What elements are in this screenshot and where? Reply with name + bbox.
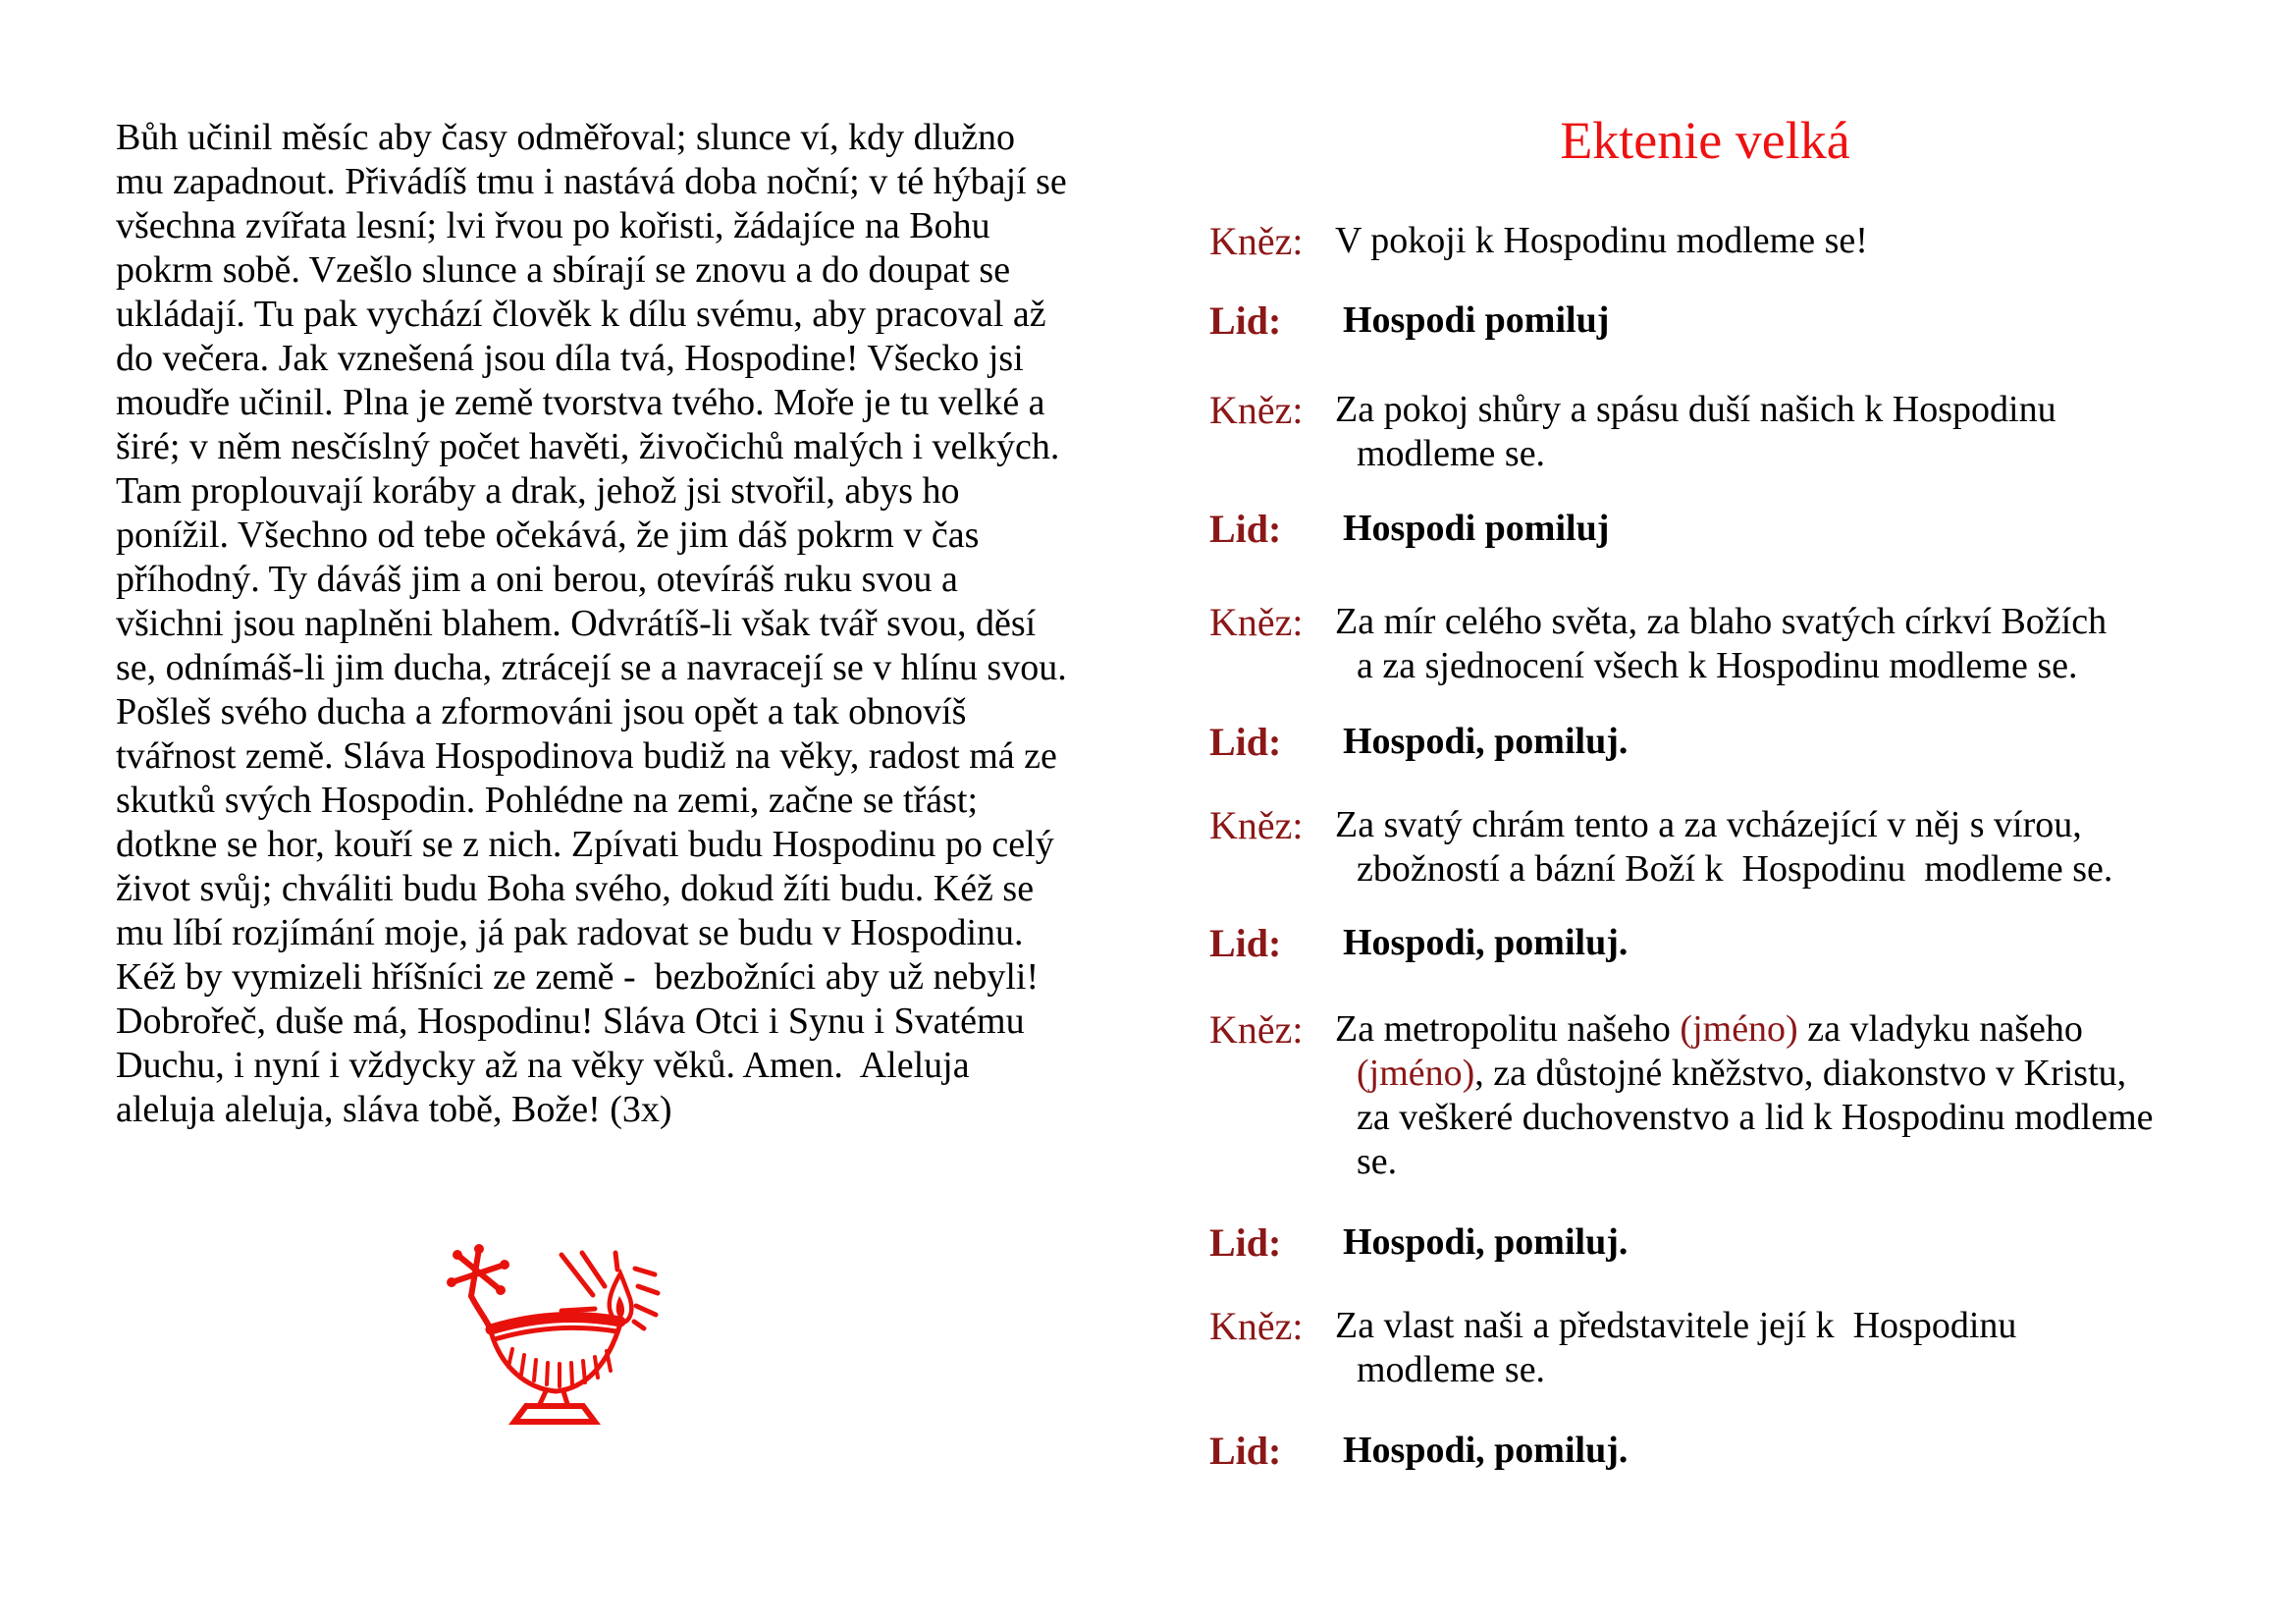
litany-line: Hospodi pomiluj <box>1343 508 1610 549</box>
litany-block-lines <box>1335 1007 2289 1184</box>
litany-line: modleme se. <box>1357 1349 1546 1390</box>
litany-block <box>1209 921 2289 965</box>
speaker-label: Lid: <box>1209 1220 1282 1265</box>
litany-block <box>1209 600 2289 688</box>
psalm-line: skutků svých Hospodin. Pohlédne na zemi, začne se třást; <box>116 780 979 821</box>
litany-block <box>1209 720 2289 764</box>
psalm-line: pokrm sobě. Vzešlo slunce a sbírají se znovu a do doupat se <box>116 249 1011 291</box>
psalm-line: Kéž by vymizeli hříšníci ze země - bezbožníci aby už nebyli! <box>116 956 1040 998</box>
litany-line: zbožností a bázní Boží k Hospodinu modleme se. <box>1357 848 2113 890</box>
litany-block <box>1209 1304 2289 1392</box>
litany-block-lines <box>1335 921 2289 965</box>
litany-block-lines <box>1335 219 2289 263</box>
speaker-label: Kněz: <box>1209 600 1304 644</box>
litany-block-lines <box>1335 298 2289 343</box>
litany-block-lines <box>1335 720 2289 764</box>
psalm-line: všichni jsou naplněni blahem. Odvrátíš-li však tvář svou, děsí <box>116 603 1037 644</box>
psalm-line: se, odnímáš-li jim ducha, ztrácejí se a navracejí se v hlínu svou. <box>116 647 1067 688</box>
psalm-line: všechna zvířata lesní; lvi řvou po kořisti, žádajíce na Bohu <box>116 205 990 246</box>
litany-line: a za sjednocení všech k Hospodinu modleme se. <box>1357 645 2078 686</box>
psalm-line: širé; v něm nesčíslný počet havěti, živočichů malých i velkých. <box>116 426 1060 467</box>
speaker-label: Kněz: <box>1209 388 1304 432</box>
speaker-label: Kněz: <box>1209 219 1304 263</box>
litany-line: za veškeré duchovenstvo a lid k Hospodinu modleme <box>1357 1097 2154 1138</box>
litany-block <box>1209 388 2289 476</box>
speaker-label: Lid: <box>1209 921 1282 965</box>
litany-line: Hospodi, pomiluj. <box>1343 1430 1629 1471</box>
litany-block <box>1209 803 2289 892</box>
litany-line: Za svatý chrám tento a za vcházející v něj s vírou, <box>1335 804 2082 845</box>
speaker-label: Lid: <box>1209 1429 1282 1473</box>
litany-block-lines <box>1335 600 2289 688</box>
psalm-line: moudře učinil. Plna je země tvorstva tvého. Moře je tu velké a <box>116 382 1045 423</box>
name-placeholder: (jméno) <box>1680 1008 1798 1050</box>
psalm-line: Dobrořeč, duše má, Hospodinu! Sláva Otci i Synu i Svatému <box>116 1001 1025 1042</box>
litany-line: (jméno), za důstojné kněžstvo, diakonstvo v Kristu, <box>1357 1053 2127 1094</box>
litany-line: Hospodi, pomiluj. <box>1343 1221 1629 1263</box>
litany-block <box>1209 298 2289 343</box>
litany-block-lines <box>1335 1220 2289 1265</box>
litany-line: Za pokoj shůry a spásu duší našich k Hospodinu <box>1335 389 2056 430</box>
psalm-line: mu líbí rozjímání moje, já pak radovat se budu v Hospodinu. <box>116 912 1024 953</box>
litany-block <box>1209 1007 2289 1184</box>
litany-line: se. <box>1357 1141 1398 1182</box>
psalm-line: ukládají. Tu pak vychází člověk k dílu svému, aby pracoval až <box>116 294 1046 335</box>
speaker-label: Lid: <box>1209 507 1282 551</box>
litany-block-lines <box>1335 1304 2289 1392</box>
psalm-line: dotkne se hor, kouří se z nich. Zpívati budu Hospodinu po celý <box>116 824 1054 865</box>
litany-block-lines <box>1335 507 2289 551</box>
psalm-line: tvářnost země. Sláva Hospodinova budiž na věky, radost má ze <box>116 735 1057 777</box>
psalm-line: do večera. Jak vznešená jsou díla tvá, Hospodine! Všecko jsi <box>116 338 1024 379</box>
speaker-label: Kněz: <box>1209 1007 1304 1052</box>
litany-block-lines <box>1335 388 2289 476</box>
litany-line: Hospodi, pomiluj. <box>1343 721 1629 762</box>
litany-block-lines <box>1335 1429 2289 1473</box>
psalm-line: Bůh učinil měsíc aby časy odměřoval; slunce ví, kdy dlužno <box>116 117 1016 158</box>
psalm-line: Duchu, i nyní i vždycky až na věky věků. Amen. Aleluja <box>116 1045 970 1086</box>
litany-line: Za metropolitu našeho (jméno) za vladyku našeho <box>1335 1008 2083 1050</box>
litany-block-lines <box>1335 803 2289 892</box>
litany-title: Ektenie velká <box>1560 111 1850 170</box>
litany-block <box>1209 1220 2289 1265</box>
psalm-line: Tam proplouvají koráby a drak, jehož jsi stvořil, abys ho <box>116 470 960 512</box>
litany-line: Hospodi pomiluj <box>1343 299 1610 341</box>
psalm-line: příhodný. Ty dáváš jim a oni berou, otevíráš ruku svou a <box>116 559 958 600</box>
litany-line: V pokoji k Hospodinu modleme se! <box>1335 220 1868 261</box>
psalm-line: život svůj; chváliti budu Boha svého, dokud žíti budu. Kéž se <box>116 868 1035 909</box>
psalm-line: aleluja aleluja, sláva tobě, Bože! (3x) <box>116 1089 672 1130</box>
litany-block <box>1209 1429 2289 1473</box>
psalm-line: mu zapadnout. Přivádíš tmu i nastává doba noční; v té hýbají se <box>116 161 1067 202</box>
speaker-label: Lid: <box>1209 720 1282 764</box>
speaker-label: Kněz: <box>1209 803 1304 847</box>
litany-line: modleme se. <box>1357 433 1546 474</box>
speaker-label: Lid: <box>1209 298 1282 343</box>
litany-line: Za vlast naši a představitele její k Hospodinu <box>1335 1305 2017 1346</box>
litany-block <box>1209 507 2289 551</box>
psalm-line: Pošleš svého ducha a zformováni jsou opět a tak obnovíš <box>116 691 967 732</box>
litany-line: Za mír celého světa, za blaho svatých církví Božích <box>1335 601 2108 642</box>
litany-line: Hospodi, pomiluj. <box>1343 922 1629 963</box>
psalm-line: ponížil. Všechno od tebe očekává, že jim dáš pokrm v čas <box>116 514 980 556</box>
name-placeholder: (jméno) <box>1357 1053 1475 1094</box>
speaker-label: Kněz: <box>1209 1304 1304 1348</box>
litany-block <box>1209 219 2289 263</box>
